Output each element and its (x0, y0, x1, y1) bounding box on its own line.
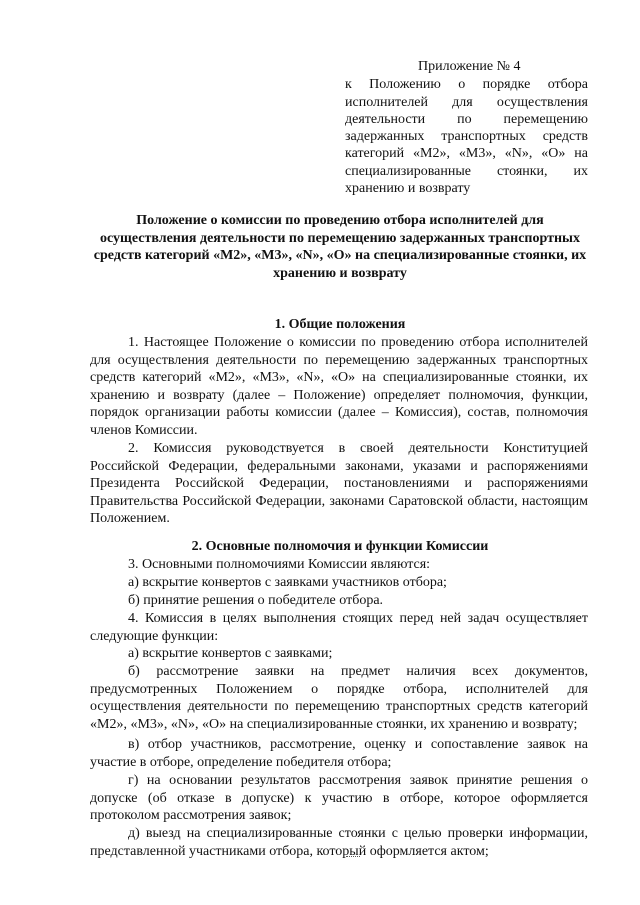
document-title: Положение о комиссии по проведению отбора исполнителей для осуществления деятельности по перемещению задержанных транспортных средств категорий «М2», «М3», «N», «О» на специализированные стоянки, их хранению и возврату (93, 213, 587, 281)
paragraph-2: 2. Комиссия руководствуется в своей деятельности Конституцией Российской Федерации, федеральными законами, указами и распоряжениями Президента Российской Федерации, постановлениями и распоряжениями Правительства Российской Федерации, законами Саратовской области, настоящим Положением. (90, 441, 588, 527)
scan-mark (346, 856, 360, 859)
appendix-text: к Положению о порядке отбора исполнителей для осуществления деятельности по перемещению задержанных транспортных средств категорий «М2», «М3», «N», «О» на специализированные стоянки, их хранению и возврату (345, 77, 588, 197)
paragraph-3a: а) вскрытие конвертов с заявками участников отбора; (128, 575, 447, 590)
paragraph-1: 1. Настоящее Положение о комиссии по проведению отбора исполнителей для осуществления деятельности по перемещению задержанных транспортных средств категорий «М2», «М3», «N», «О» на специализированные стоянки, их хранению и возврату (далее – Положение) определяет полномочия, функции, порядок организации работы комиссии (далее – Комиссия), состав, полномочия членов Комиссии. (90, 335, 588, 438)
paragraph-4c: в) отбор участников, рассмотрение, оценку и сопоставление заявок на участие в отборе, определение победителя отбора; (90, 737, 588, 770)
appendix-block (345, 58, 588, 197)
paragraph-4e: д) выезд на специализированные стоянки с целью проверки информации, представленной участниками отбора, который оформляется актом; (90, 826, 588, 859)
appendix-title: Приложение № 4 (418, 59, 521, 74)
paragraph-4d: г) на основании результатов рассмотрения заявок принятие решения о допуске (об отказе в допуске) к участию в отборе, которое оформляется протоколом рассмотрения заявок; (90, 773, 588, 824)
paragraph-3: 3. Основными полномочиями Комиссии являются: (128, 557, 431, 572)
paragraph-4b: б) рассмотрение заявки на предмет наличия всех документов, предусмотренных Положением о порядке отбора, исполнителей для осуществления деятельности по перемещению транспортных средств категорий «М2», «М3», «N», «О» на специализированные стоянки, их хранению и возврату; (90, 664, 588, 732)
paragraph-3b: б) принятие решения о победителе отбора. (128, 593, 384, 608)
paragraph-4a: а) вскрытие конвертов с заявками; (128, 646, 333, 661)
section-2-title: 2. Основные полномочия и функции Комиссии (191, 539, 489, 554)
section-1-title: 1. Общие положения (274, 317, 406, 332)
paragraph-4: 4. Комиссия в целях выполнения стоящих перед ней задач осуществляет следующие функции: (90, 611, 588, 644)
